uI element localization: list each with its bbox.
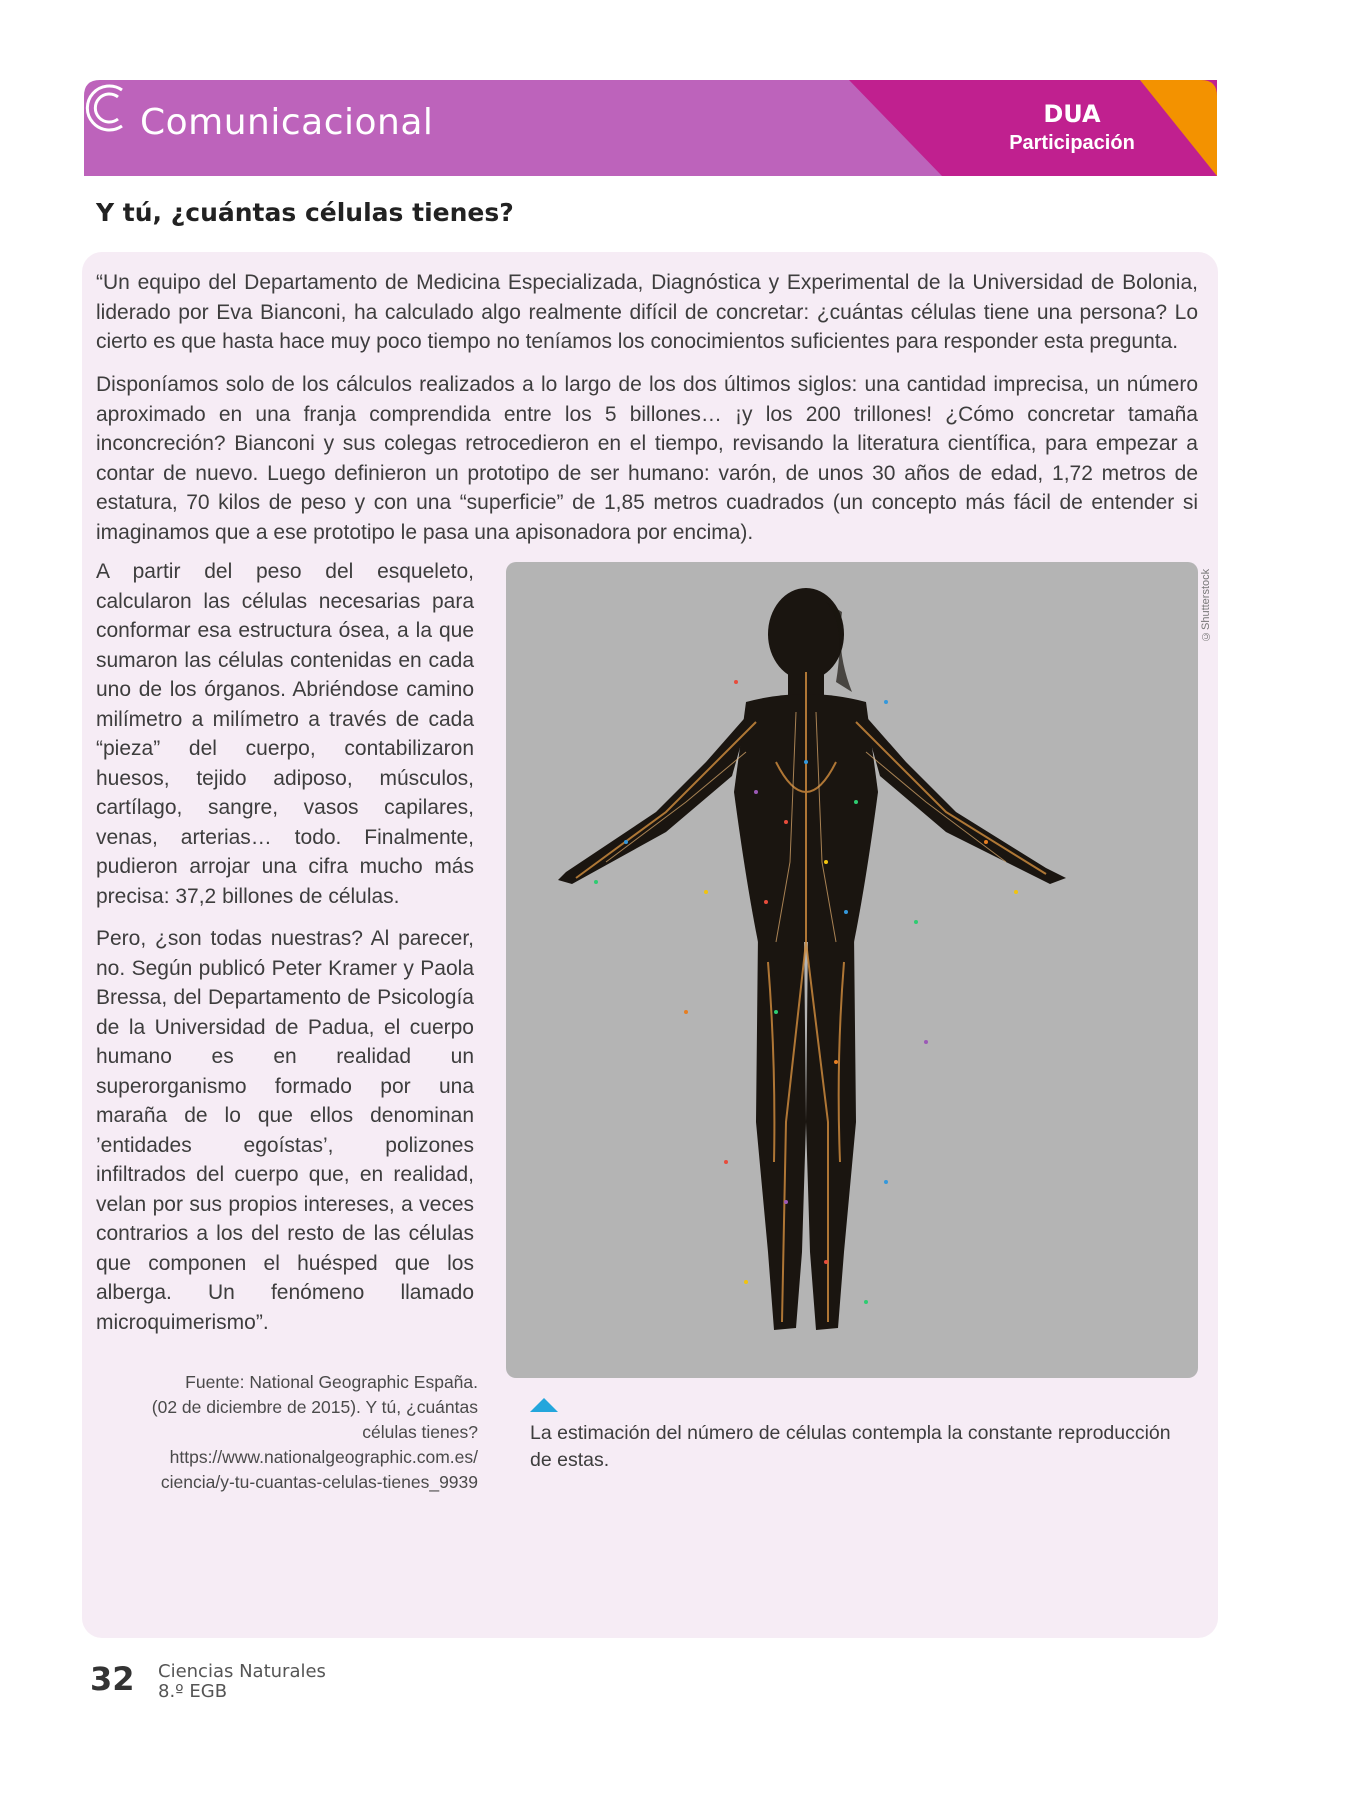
paragraph-2: Disponíamos solo de los cálculos realizados a lo largo de los dos últimos siglos: una cantidad imprecisa, un número aproximado en una franja comprendida entre los 5 billones… ¡y los 200 trillones! ¿Cómo concretar tamaña inconcreción? Bianconi y sus colegas retrocedieron en el tiempo, revisando la literatura científica, para empezar a contar de nuevo. Luego definieron un prototipo de ser humano: varón, de unos 30 años de edad, 1,72 metros de estatura, 70 kilos de peso y con una “superficie” de 1,85 metros cuadrados (un concepto más fácil de entender si imaginamos que a ese prototipo le pasa una apisonadora por encima). [96,373,1198,544]
source-url: https://www.nationalgeographic.com.es/ [169,1447,478,1467]
section-name: Comunicacional [140,102,434,143]
source-citation [130,1370,478,1495]
paragraph-4: Pero, ¿son todas nuestras? Al parecer, no. Según publicó Peter Kramer y Paola Bressa, del Departamento de Psicología de la Universidad de Padua, el cuerpo humano es en realidad un superorganismo formado por una maraña de lo que ellos denominan ’entidades egoístas’, polizones infiltrados del cuerpo que, en realidad, velan por sus propios intereses, a veces contrarios a los del resto de las células que componen el huésped que los alberga. Un fenómeno llamado microquimerismo”. [96,927,474,1334]
human-body-illustration [506,562,1198,1378]
paragraph-1: “Un equipo del Departamento de Medicina Especializada, Diagnóstica y Experimental de la Universidad de Bolonia, liderado por Eva Bianconi, ha calculado algo realmente difícil de concretar: ¿cuántas células tiene una persona? Lo cierto es que hasta hace muy poco tiempo no teníamos los conocimientos suficientes para responder esta pregunta. [96,271,1198,353]
image-credit: ©Shutterstock [1200,568,1212,642]
section-header [84,80,1217,176]
paragraph-3: A partir del peso del esqueleto, calcularon las células necesarias para conformar esa estructura ósea, a la que sumaron las células contenidas en cada uno de los órganos. Abriéndose camino milímetro a milímetro a través de cada “pieza” del cuerpo, contabilizaron huesos, tejido adiposo, músculos, cartílago, sangre, vasos capilares, venas, arterias… todo. Finalmente, pudieron arrojar una cifra mucho más precisa: 37,2 billones de células. [96,560,474,908]
dua-badge-subtitle: Participación [1009,132,1135,154]
caption-triangle-icon [530,1398,558,1412]
source-line: células tienes? [362,1422,478,1442]
article-title: Y tú, ¿cuántas células tienes? [96,198,514,227]
page-number: 32 [90,1660,135,1698]
human-cells-image [506,562,1198,1378]
source-line: (02 de diciembre de 2015). Y tú, ¿cuántas [151,1397,478,1417]
grade-level: 8.º EGB [158,1681,228,1702]
subject-name: Ciencias Naturales [158,1661,326,1682]
comunicacional-c-icon [84,80,132,136]
figure-caption: La estimación del número de células contempla la constante reproducción de estas. [530,1422,1171,1471]
dua-badge-title: DUA [1043,100,1101,128]
source-line: Fuente: National Geographic España. [185,1372,478,1392]
footer-subject [158,1662,326,1702]
source-url: ciencia/y-tu-cuantas-celulas-tienes_9939 [160,1472,478,1492]
